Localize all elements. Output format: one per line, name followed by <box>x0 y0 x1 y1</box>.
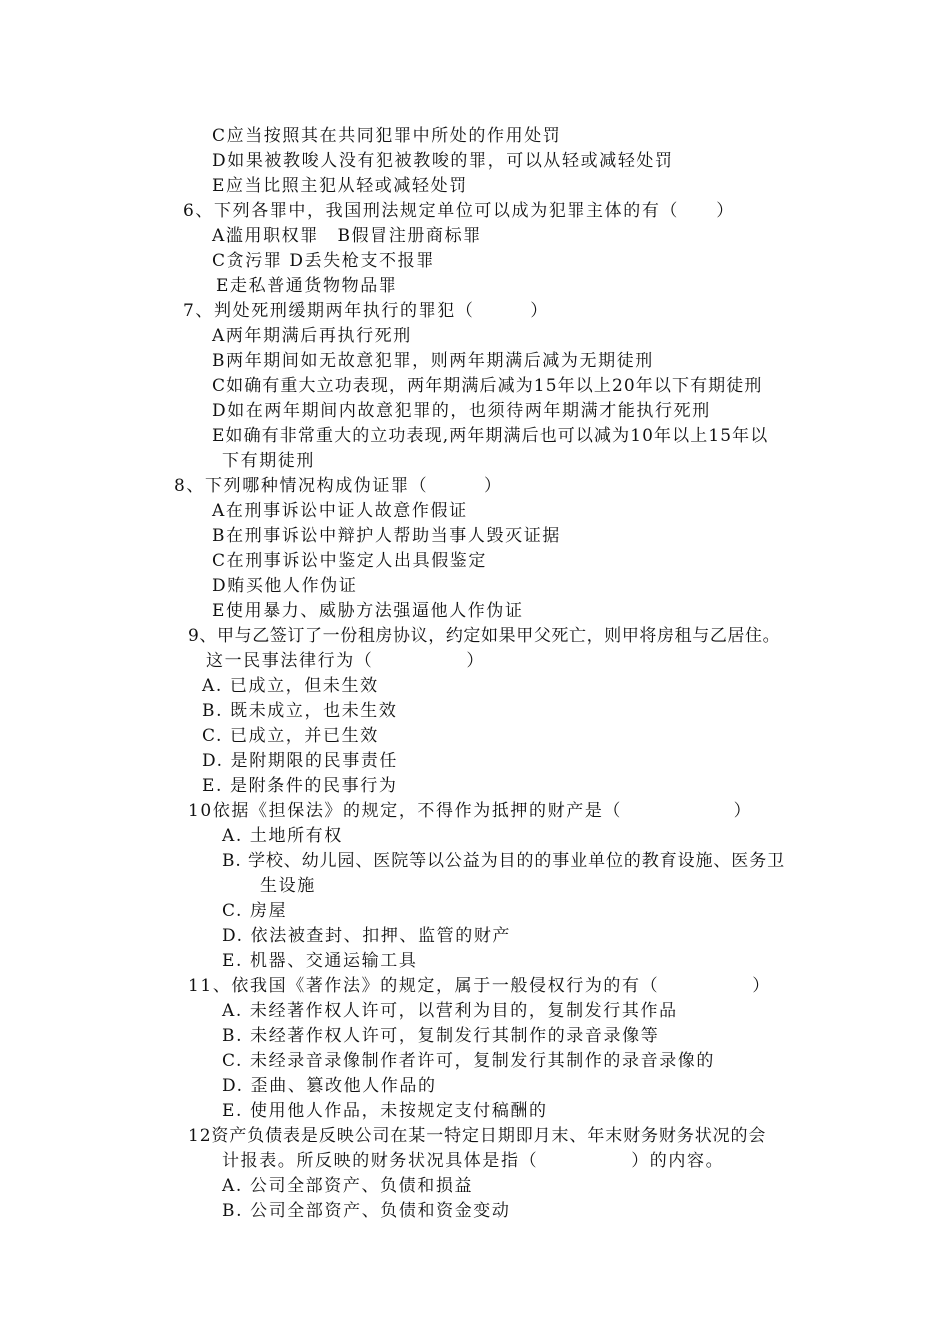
option-line: A滥用职权罪 B假冒注册商标罪 <box>212 226 482 246</box>
option-line: D. 歪曲、篡改他人作品的 <box>222 1076 437 1096</box>
question-line: 7、判处死刑缓期两年执行的罪犯（ ） <box>183 301 549 321</box>
option-line: E使用暴力、威胁方法强逼他人作伪证 <box>212 601 524 621</box>
option-line: A. 未经著作权人许可，以营利为目的，复制发行其作品 <box>222 1001 678 1021</box>
option-line: B. 既未成立，也未生效 <box>202 701 398 721</box>
option-line: D如在两年期间内故意犯罪的，也须待两年期满才能执行死刑 <box>212 401 711 421</box>
option-line: C. 房屋 <box>222 901 288 921</box>
option-line: B在刑事诉讼中辩护人帮助当事人毁灭证据 <box>212 526 561 546</box>
option-line: 下有期徒刑 <box>222 451 315 471</box>
question-line: 6、下列各罪中，我国刑法规定单位可以成为犯罪主体的有（ ） <box>183 201 735 221</box>
option-line: E如确有非常重大的立功表现,两年期满后也可以减为10年以上15年以 <box>212 426 769 446</box>
option-line: B. 学校、幼儿园、医院等以公益为目的的事业单位的教育设施、医务卫 <box>222 851 785 871</box>
option-line: A. 公司全部资产、负债和损益 <box>222 1176 474 1196</box>
option-line: B. 未经著作权人许可，复制发行其制作的录音录像等 <box>222 1026 660 1046</box>
option-line: A. 土地所有权 <box>222 826 343 846</box>
option-line: C在刑事诉讼中鉴定人出具假鉴定 <box>212 551 488 571</box>
question-line: 9、甲与乙签订了一份租房协议，约定如果甲父死亡，则甲将房租与乙居住。 <box>188 626 781 646</box>
question-line: 计报表。所反映的财务状况具体是指（ ）的内容。 <box>222 1151 725 1171</box>
option-line: C应当按照其在共同犯罪中所处的作用处罚 <box>212 126 562 146</box>
option-line: B两年期间如无故意犯罪，则两年期满后减为无期徒刑 <box>212 351 654 371</box>
option-line: E. 机器、交通运输工具 <box>222 951 418 971</box>
option-line: E走私普通货物物品罪 <box>216 276 398 296</box>
option-line: D. 是附期限的民事责任 <box>202 751 399 771</box>
option-line: D如果被教唆人没有犯被教唆的罪，可以从轻或减轻处罚 <box>212 151 674 171</box>
option-line: A. 已成立，但未生效 <box>202 676 379 696</box>
option-line: E. 是附条件的民事行为 <box>202 776 398 796</box>
option-line: C贪污罪 D丢失枪支不报罪 <box>212 251 435 271</box>
question-line: 12资产负债表是反映公司在某一特定日期即月末、年末财务财务状况的会 <box>188 1126 767 1146</box>
option-line: A在刑事诉讼中证人故意作假证 <box>212 501 468 521</box>
option-line: D. 依法被查封、扣押、监管的财产 <box>222 926 512 946</box>
option-line: E. 使用他人作品，未按规定支付稿酬的 <box>222 1101 548 1121</box>
option-line: B. 公司全部资产、负债和资金变动 <box>222 1201 511 1221</box>
option-line: C如确有重大立功表现，两年期满后减为15年以上20年以下有期徒刑 <box>212 376 763 396</box>
option-line: E应当比照主犯从轻或减轻处罚 <box>212 176 468 196</box>
question-line: 10依据《担保法》的规定，不得作为抵押的财产是（ ） <box>188 801 753 821</box>
question-line: 这一民事法律行为（ ） <box>206 651 485 671</box>
question-line: 11、依我国《著作法》的规定，属于一般侵权行为的有（ ） <box>188 976 771 996</box>
option-line: D贿买他人作伪证 <box>212 576 358 596</box>
option-line: C. 未经录音录像制作者许可，复制发行其制作的录音录像的 <box>222 1051 716 1071</box>
option-line: 生设施 <box>260 876 316 896</box>
question-line: 8、下列哪种情况构成伪证罪（ ） <box>174 476 503 496</box>
option-line: A两年期满后再执行死刑 <box>212 326 412 346</box>
option-line: C. 已成立，并已生效 <box>202 726 379 746</box>
